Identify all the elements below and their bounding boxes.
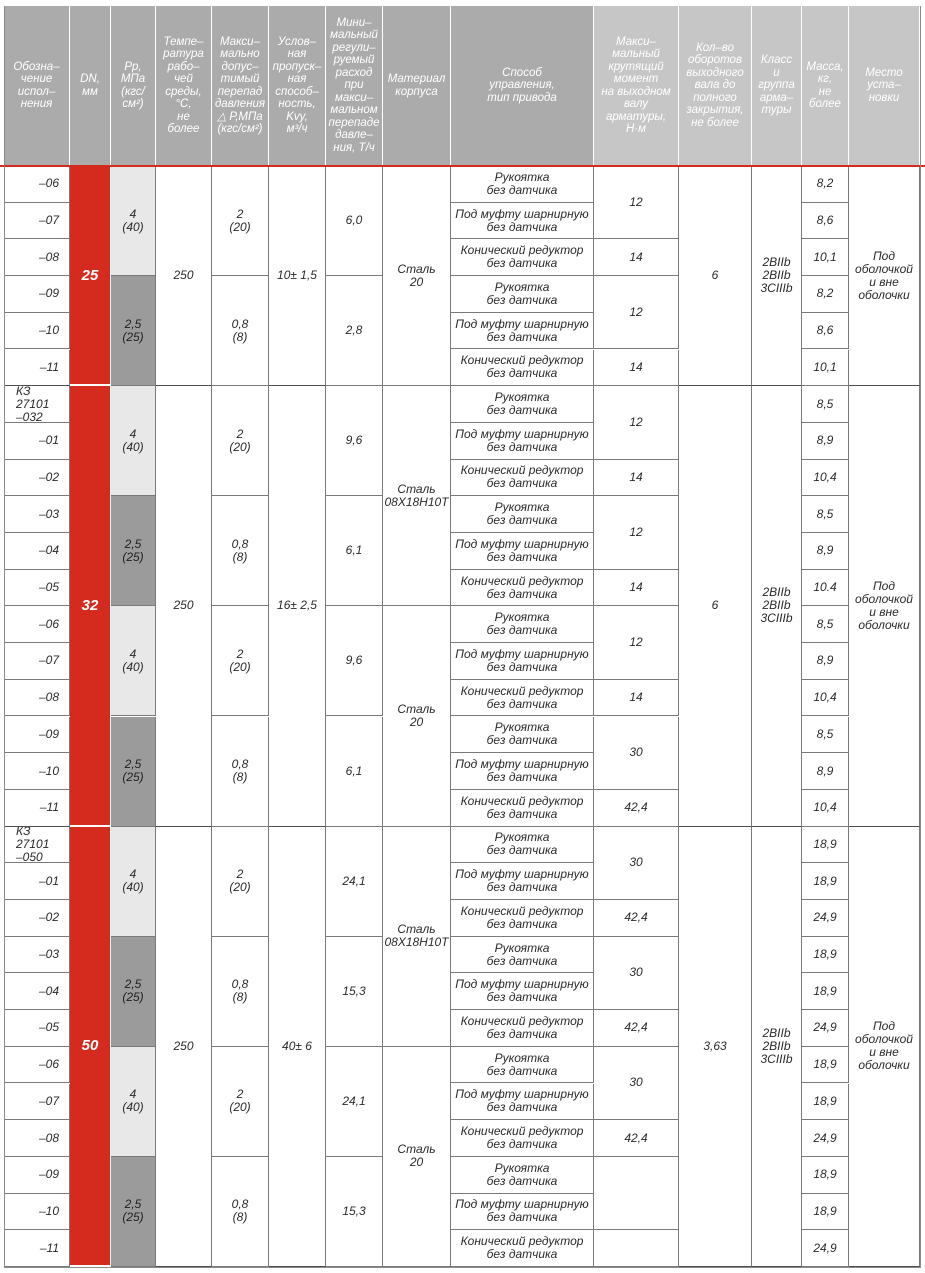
torque-cell: 14	[594, 350, 679, 387]
kv-cell: 16± 2,5	[269, 386, 326, 826]
designation-cell: –08	[4, 239, 70, 276]
mass-cell: 18,9	[802, 1047, 849, 1084]
designation-cell: –07	[4, 1084, 70, 1121]
control-method-cell: Рукоятка без датчика	[451, 937, 594, 974]
mass-cell: 8,2	[802, 276, 849, 313]
mass-cell: 24,9	[802, 1010, 849, 1047]
designation-cell: –07	[4, 643, 70, 680]
torque-cell: 30	[594, 1047, 679, 1120]
pressure-drop-cell: 2 (20)	[212, 827, 269, 937]
pressure-drop-cell: 0,8 (8)	[212, 276, 269, 386]
designation-cell: –01	[4, 863, 70, 900]
pressure-cell: 4 (40)	[111, 386, 156, 496]
designation-cell: –05	[4, 570, 70, 607]
control-method-cell: Под муфту шарнирную без датчика	[451, 1084, 594, 1121]
pressure-cell: 2,5 (25)	[111, 937, 156, 1047]
designation-cell: –07	[4, 203, 70, 240]
mass-cell: 18,9	[802, 973, 849, 1010]
designation-cell: –09	[4, 276, 70, 313]
dn-cell: 50	[70, 827, 111, 1267]
mass-cell: 8,6	[802, 203, 849, 240]
control-method-cell: Рукоятка без датчика	[451, 1157, 594, 1194]
torque-cell: 42,4	[594, 1120, 679, 1157]
control-method-cell: Рукоятка без датчика	[451, 606, 594, 643]
mass-cell: 18,9	[802, 1157, 849, 1194]
min-flow-cell: 9,6	[326, 606, 383, 716]
control-method-cell: Рукоятка без датчика	[451, 496, 594, 533]
control-method-cell: Конический редуктор без датчика	[451, 900, 594, 937]
pressure-drop-cell: 2 (20)	[212, 386, 269, 496]
control-method-cell: Конический редуктор без датчика	[451, 1120, 594, 1157]
mass-cell: 8,9	[802, 533, 849, 570]
designation-cell: КЗ 27101 –050	[4, 827, 70, 864]
mass-cell: 8,5	[802, 606, 849, 643]
torque-cell	[594, 1157, 679, 1230]
designation-cell: –09	[4, 717, 70, 754]
control-method-cell: Под муфту шарнирную без датчика	[451, 313, 594, 350]
header-pressure: Pр, МПа (кгс/см²)	[111, 6, 156, 165]
designation-cell: –10	[4, 753, 70, 790]
table-left-border	[4, 6, 5, 1268]
header-pressure-drop: Макси– мально допус– тимый перепад давления △ Р,МПа (кгс/см²)	[212, 6, 269, 165]
torque-cell: 12	[594, 276, 679, 349]
table-right-border	[920, 6, 921, 1268]
mass-cell: 8,9	[802, 423, 849, 460]
designation-cell: –06	[4, 606, 70, 643]
pressure-cell: 4 (40)	[111, 166, 156, 276]
location-cell: Под оболочкой и вне оболочки	[849, 827, 920, 1267]
header-torque: Макси– мальный крутящий момент на выходном валу арматуры, Н·м	[594, 6, 679, 165]
torque-cell: 12	[594, 386, 679, 459]
mass-cell: 8,9	[802, 643, 849, 680]
control-method-cell: Конический редуктор без датчика	[451, 1230, 594, 1267]
pressure-cell: 2,5 (25)	[111, 496, 156, 606]
kv-cell: 40± 6	[269, 827, 326, 1267]
designation-cell: –04	[4, 973, 70, 1010]
class-group-cell: 2ВIIb 2ВIIb 3СIIIb	[752, 386, 802, 826]
designation-cell: –08	[4, 680, 70, 717]
mass-cell: 10,1	[802, 239, 849, 276]
material-cell: Сталь 20	[383, 166, 451, 386]
mass-cell: 8,5	[802, 717, 849, 754]
material-cell: Сталь 20	[383, 606, 451, 826]
designation-cell: –06	[4, 1047, 70, 1084]
torque-cell: 12	[594, 166, 679, 239]
min-flow-cell: 6,0	[326, 166, 383, 276]
material-cell: Сталь 08Х18Н10Т	[383, 827, 451, 1047]
min-flow-cell: 6,1	[326, 717, 383, 827]
control-method-cell: Рукоятка без датчика	[451, 827, 594, 864]
header-class-group: Класс и группа арма– туры	[752, 6, 802, 165]
class-group-cell: 2ВIIb 2ВIIb 3СIIIb	[752, 827, 802, 1267]
control-method-cell: Рукоятка без датчика	[451, 276, 594, 313]
control-method-cell: Рукоятка без датчика	[451, 386, 594, 423]
torque-cell: 30	[594, 717, 679, 790]
pressure-cell: 4 (40)	[111, 1047, 156, 1157]
designation-cell: –10	[4, 1194, 70, 1231]
turns-cell: 3,63	[679, 827, 752, 1267]
control-method-cell: Под муфту шарнирную без датчика	[451, 423, 594, 460]
torque-cell: 14	[594, 460, 679, 497]
pressure-drop-cell: 0,8 (8)	[212, 1157, 269, 1267]
header-dn: DN, мм	[70, 6, 111, 165]
material-cell: Сталь 20	[383, 1047, 451, 1267]
min-flow-cell: 24,1	[326, 827, 383, 937]
designation-cell: –09	[4, 1157, 70, 1194]
control-method-cell: Конический редуктор без датчика	[451, 790, 594, 827]
control-method-cell: Конический редуктор без датчика	[451, 350, 594, 387]
designation-cell: –11	[4, 1230, 70, 1267]
control-method-cell: Рукоятка без датчика	[451, 166, 594, 203]
torque-cell: 14	[594, 239, 679, 276]
designation-cell: –08	[4, 1120, 70, 1157]
torque-cell: 12	[594, 606, 679, 679]
mass-cell: 8,9	[802, 753, 849, 790]
control-method-cell: Конический редуктор без датчика	[451, 570, 594, 607]
pressure-drop-cell: 2 (20)	[212, 606, 269, 716]
temperature-cell: 250	[156, 386, 212, 826]
turns-cell: 6	[679, 386, 752, 826]
header-designation: Обозна– чение испол​– нения	[4, 6, 70, 165]
mass-cell: 8,5	[802, 496, 849, 533]
control-method-cell: Под муфту шарнирную без датчика	[451, 643, 594, 680]
control-method-cell: Конический редуктор без датчика	[451, 1010, 594, 1047]
designation-cell: –06	[4, 166, 70, 203]
pressure-cell: 2,5 (25)	[111, 717, 156, 827]
torque-cell: 14	[594, 570, 679, 607]
min-flow-cell: 2,8	[326, 276, 383, 386]
mass-cell: 24,9	[802, 1230, 849, 1267]
pressure-drop-cell: 0,8 (8)	[212, 496, 269, 606]
turns-cell: 6	[679, 166, 752, 386]
pressure-cell: 4 (40)	[111, 606, 156, 716]
min-flow-cell: 15,3	[326, 1157, 383, 1267]
mass-cell: 18,9	[802, 1084, 849, 1121]
mass-cell: 18,9	[802, 937, 849, 974]
dn-cell: 25	[70, 166, 111, 386]
torque-cell: 42,4	[594, 1010, 679, 1047]
designation-cell: –01	[4, 423, 70, 460]
torque-cell: 42,4	[594, 900, 679, 937]
control-method-cell: Под муфту шарнирную без датчика	[451, 973, 594, 1010]
dn-cell: 32	[70, 386, 111, 826]
min-flow-cell: 6,1	[326, 496, 383, 606]
designation-cell: –11	[4, 790, 70, 827]
location-cell: Под оболочкой и вне оболочки	[849, 166, 920, 386]
mass-cell: 8,2	[802, 166, 849, 203]
temperature-cell: 250	[156, 827, 212, 1267]
mass-cell: 10,1	[802, 350, 849, 387]
designation-cell: –03	[4, 937, 70, 974]
header-mass: Масса, кг, не более	[802, 6, 849, 165]
class-group-cell: 2ВIIb 2ВIIb 3СIIIb	[752, 166, 802, 386]
designation-cell: –02	[4, 460, 70, 497]
designation-cell: –10	[4, 313, 70, 350]
mass-cell: 10,4	[802, 680, 849, 717]
control-method-cell: Под муфту шарнирную без датчика	[451, 203, 594, 240]
pressure-drop-cell: 2 (20)	[212, 1047, 269, 1157]
min-flow-cell: 15,3	[326, 937, 383, 1047]
mass-cell: 10,4	[802, 790, 849, 827]
mass-cell: 24,9	[802, 900, 849, 937]
designation-cell: –04	[4, 533, 70, 570]
table-bottom-border	[4, 1267, 921, 1268]
mass-cell: 18,9	[802, 827, 849, 864]
pressure-cell: 2,5 (25)	[111, 276, 156, 386]
mass-cell: 18,9	[802, 863, 849, 900]
control-method-cell: Рукоятка без датчика	[451, 717, 594, 754]
header-location: Место уста– новки	[849, 6, 920, 165]
mass-cell: 8,5	[802, 386, 849, 423]
torque-cell	[594, 1230, 679, 1267]
min-flow-cell: 9,6	[326, 386, 383, 496]
control-method-cell: Под муфту шарнирную без датчика	[451, 863, 594, 900]
material-cell: Сталь 08Х18Н10Т	[383, 386, 451, 606]
torque-cell: 42,4	[594, 790, 679, 827]
designation-cell: –11	[4, 350, 70, 387]
torque-cell: 12	[594, 496, 679, 569]
control-method-cell: Под муфту шарнирную без датчика	[451, 1194, 594, 1231]
pressure-drop-cell: 0,8 (8)	[212, 937, 269, 1047]
torque-cell: 14	[594, 680, 679, 717]
location-cell: Под оболочкой и вне оболочки	[849, 386, 920, 826]
designation-cell: –05	[4, 1010, 70, 1047]
control-method-cell: Конический редуктор без датчика	[451, 680, 594, 717]
header-min-flow: Мини– мальный регули– руемый расход при макси– мальном перепаде давле– ния, Т/ч	[326, 6, 383, 165]
torque-cell: 30	[594, 827, 679, 900]
mass-cell: 10.4	[802, 570, 849, 607]
header-divider	[0, 165, 925, 167]
mass-cell: 18,9	[802, 1194, 849, 1231]
header-temperature: Темпе– ратура рабо– чей среды, °С, не более	[156, 6, 212, 165]
header-turns: Кол–во оборотов выходного вала до полного закрытия, не более	[679, 6, 752, 165]
designation-cell: –02	[4, 900, 70, 937]
min-flow-cell: 24,1	[326, 1047, 383, 1157]
control-method-cell: Конический редуктор без датчика	[451, 239, 594, 276]
control-method-cell: Под муфту шарнирную без датчика	[451, 753, 594, 790]
torque-cell: 30	[594, 937, 679, 1010]
control-method-cell: Под муфту шарнирную без датчика	[451, 533, 594, 570]
mass-cell: 10,4	[802, 460, 849, 497]
pressure-drop-cell: 0,8 (8)	[212, 717, 269, 827]
pressure-cell: 2,5 (25)	[111, 1157, 156, 1267]
mass-cell: 8,6	[802, 313, 849, 350]
mass-cell: 24,9	[802, 1120, 849, 1157]
control-method-cell: Конический редуктор без датчика	[451, 460, 594, 497]
designation-cell: –03	[4, 496, 70, 533]
kv-cell: 10± 1,5	[269, 166, 326, 386]
header-control-method: Способ управления, тип привода	[451, 6, 594, 165]
pressure-drop-cell: 2 (20)	[212, 166, 269, 276]
temperature-cell: 250	[156, 166, 212, 386]
designation-cell: КЗ 27101 –032	[4, 386, 70, 423]
control-method-cell: Рукоятка без датчика	[451, 1047, 594, 1084]
header-kv: Услов– ная пропуск– ная способ– ность, Kvу, м³/ч	[269, 6, 326, 165]
header-material: Материал корпуса	[383, 6, 451, 165]
pressure-cell: 4 (40)	[111, 827, 156, 937]
